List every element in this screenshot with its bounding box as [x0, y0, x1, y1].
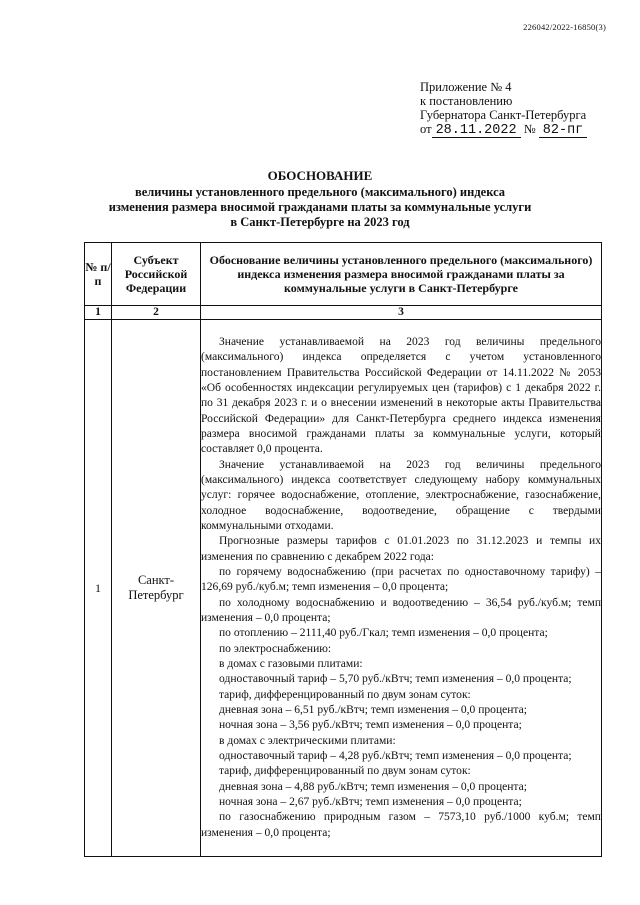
title-main: ОБОСНОВАНИЕ	[267, 168, 373, 183]
row-justification-text	[201, 320, 602, 857]
appendix-issuer: Губернатора Санкт-Петербурга	[420, 108, 587, 122]
column-number-row	[85, 306, 602, 320]
column-number: 3	[201, 306, 602, 320]
tariff-item: дневная зона – 6,51 руб./кВтч; темп изменения – 0,0 процента;	[219, 704, 527, 717]
title-line-1: величины установленного предельного (максимального) индекса	[134, 185, 506, 199]
column-number: 1	[85, 306, 112, 320]
row-number: 1	[85, 320, 112, 857]
document-title	[0, 168, 640, 230]
paragraph: Значение устанавливаемой на 2023 год величины предельного (максимального) индекса соответствует следующему набору коммунальных услуг: горячее водоснабжение, отопление, электроснабжение, газоснабжение, холодное водоснабжение, водоотведение, обращение с твердыми коммунальными отходами.	[201, 458, 601, 532]
tariff-item: ночная зона – 2,67 руб./кВтч; темп изменения – 0,0 процента;	[219, 796, 522, 809]
title-line-3: в Санкт-Петербурге на 2023 год	[230, 215, 410, 229]
tariff-item: в домах с газовыми плитами:	[219, 658, 363, 671]
tariff-item: тариф, дифференцированный по двум зонам суток:	[219, 765, 471, 778]
header-justification: Обоснование величины установленного предельного (максимального) индекса изменения размера вносимой гражданами платы за коммунальные услуги в Санкт-Петербурге	[201, 243, 602, 306]
date-prefix: от	[420, 122, 432, 136]
header-subject: Субъект Российской Федерации	[112, 243, 201, 306]
title-line-2: изменения размера вносимой гражданами платы за коммунальные услуги	[108, 200, 532, 214]
tariff-item: дневная зона – 4,88 руб./кВтч; темп изменения – 0,0 процента;	[219, 780, 527, 793]
paragraph: Прогнозные размеры тарифов с 01.01.2023 по 31.12.2023 и темпы их изменения по сравнению с декабрем 2022 года:	[201, 535, 601, 563]
appendix-block	[420, 80, 587, 138]
appendix-ref: к постановлению	[420, 94, 513, 108]
column-number: 2	[112, 306, 201, 320]
document-number: 226042/2022-16850(3)	[523, 22, 606, 32]
tariff-item: по отоплению – 2111,40 руб./Гкал; темп изменения – 0,0 процента;	[219, 627, 548, 640]
decree-date: 28.11.2022	[432, 124, 521, 138]
decree-number: 82-пг	[539, 124, 588, 138]
tariff-item: одноставочный тариф – 4,28 руб./кВтч; темп изменения – 0,0 процента;	[219, 750, 572, 763]
table-header-row	[85, 243, 602, 306]
tariff-item: ночная зона – 3,56 руб./кВтч; темп изменения – 0,0 процента;	[219, 719, 522, 732]
tariff-item: в домах с электрическими плитами:	[219, 734, 396, 747]
tariff-item: по электроснабжению:	[219, 642, 332, 655]
tariff-item: тариф, дифференцированный по двум зонам суток:	[219, 688, 471, 701]
tariff-item: по газоснабжению природным газом – 7573,10 руб./1000 куб.м; темп изменения – 0,0 процента;	[201, 811, 601, 839]
number-prefix: №	[523, 122, 536, 136]
appendix-title: Приложение № 4	[420, 80, 512, 94]
header-number: № п/п	[85, 243, 112, 306]
appendix-date-line	[420, 122, 587, 138]
justification-table	[84, 242, 602, 857]
row-subject: Санкт-Петербург	[112, 320, 201, 857]
tariff-item: одноставочный тариф – 5,70 руб./кВтч; темп изменения – 0,0 процента;	[219, 673, 572, 686]
paragraph: Значение устанавливаемой на 2023 год величины предельного (максимального) индекса определяется с учетом установленного постановлением Правительства Российской Федерации от 14.11.2022 № 2053 «Об особенностях индексации регулируемых цен (тарифов) с 1 декабря 2022 г. по 31 декабря 2023 г. и о внесении изменений в некоторые акты Правительства Российской Федерации» для Санкт-Петербурга среднего индекса изменения размера вносимой гражданами платы за коммунальные услуги, который составляет 0,0 процента.	[201, 335, 601, 456]
table-row	[85, 320, 602, 857]
tariff-item: по горячему водоснабжению (при расчетах по одноставочному тарифу) – 126,69 руб./куб.м; темп изменения – 0,0 процента;	[201, 565, 601, 594]
tariff-item: по холодному водоснабжению и водоотведению – 36,54 руб./куб.м; темп изменения – 0,0 процента;	[201, 596, 601, 625]
